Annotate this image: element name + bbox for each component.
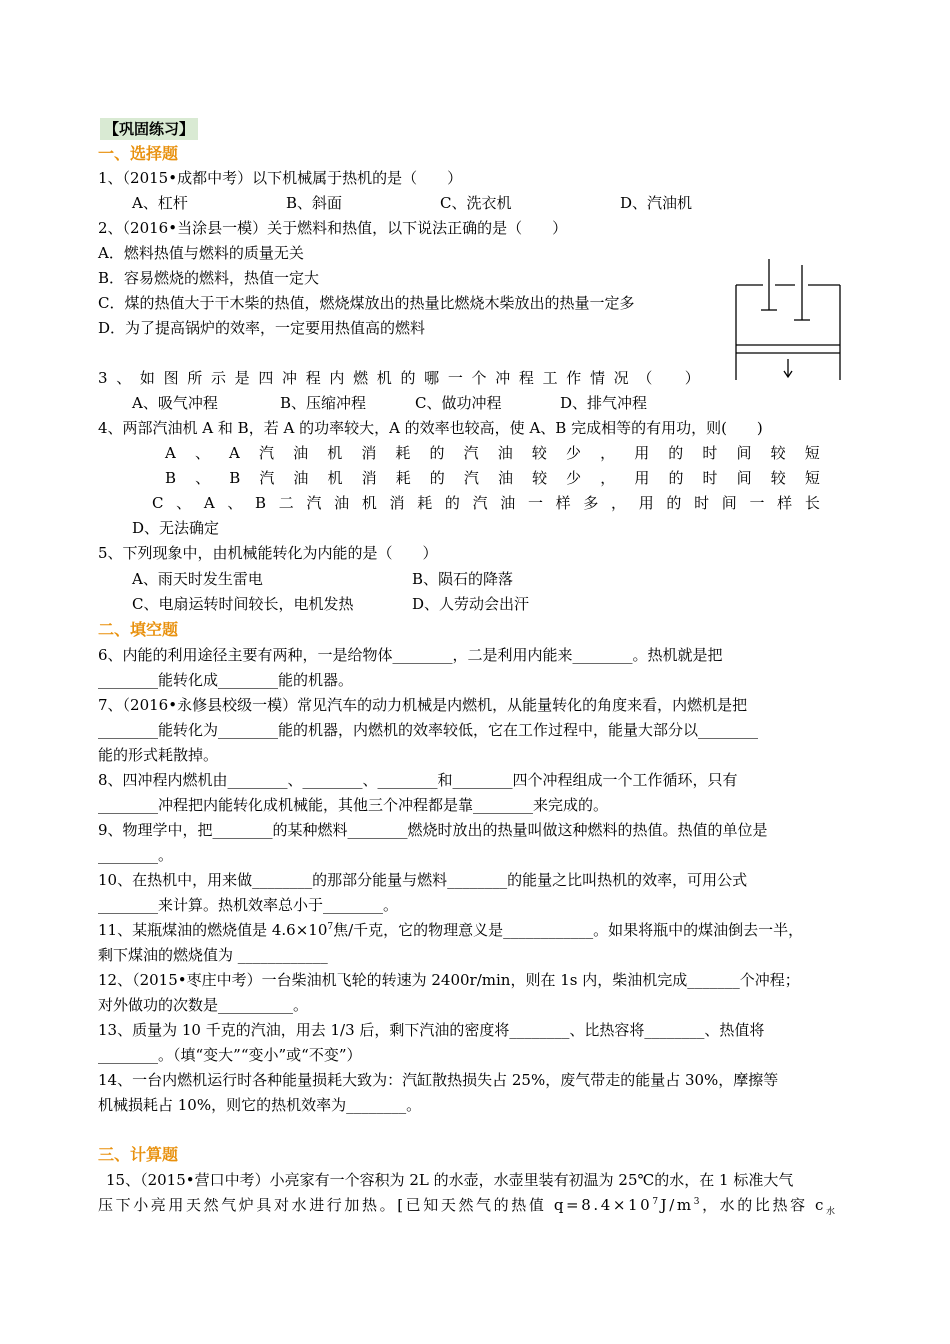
q4-option-b-char: 汽	[463, 469, 479, 487]
q4-option-c-char: 一	[527, 494, 543, 512]
q4-option-a-char: 少	[565, 444, 581, 462]
q4-option-a	[165, 443, 820, 463]
q1-option-c: C、洗衣机	[440, 194, 512, 212]
q4-option-d: D、无法确定	[132, 519, 220, 537]
q4-option-a-char: 较	[531, 444, 547, 462]
q3-stem-char: 如	[139, 369, 155, 387]
q3-stem-char: 程	[518, 369, 534, 387]
q4-option-a-char: ，	[600, 444, 616, 462]
q4-option-c-char: 油	[334, 494, 350, 512]
q4-option-b-char: B	[165, 469, 177, 487]
heading-calc: 三、计算题	[98, 1145, 179, 1164]
q4-option-b-char: 较	[770, 469, 786, 487]
q4-option-b-char: 耗	[395, 469, 411, 487]
q4-option-a-char: 油	[293, 444, 309, 462]
q4-option-b-char: 时	[702, 469, 718, 487]
q4-option-c-char: A	[203, 494, 215, 512]
q4-option-c-char: 间	[721, 494, 737, 512]
q4-option-b-char: 用	[634, 469, 650, 487]
q4-option-c-char: C	[152, 494, 164, 512]
q3-stem-char: 情	[589, 369, 605, 387]
q3-stem-char: 所	[187, 369, 203, 387]
q4-option-a-char: 短	[804, 444, 820, 462]
q3-option-c: C、做功冲程	[415, 394, 502, 412]
q4-option-c-char: 的	[444, 494, 460, 512]
q4-option-a-char: 耗	[395, 444, 411, 462]
q4-option-a-char: 、	[194, 444, 210, 462]
q8-line-1: 8、四冲程内燃机由________、________、________和________四个冲程组成一个工作循环，只有	[98, 771, 738, 789]
q4-option-c-char: 的	[666, 494, 682, 512]
q4-option-a-char: 汽	[258, 444, 274, 462]
q2-stem: 2、（2016•当涂县一模）关于燃料和热值，以下说法正确的是（ ）	[98, 219, 568, 237]
q4-option-a-char: 消	[361, 444, 377, 462]
q7-line-1: 7、（2016•永修县校级一模）常见汽车的动力机械是内燃机，从能量转化的角度来看，内燃机是把	[98, 696, 748, 714]
q4-option-a-char: 汽	[463, 444, 479, 462]
q9-line-1: 9、物理学中，把________的某种燃料________燃烧时放出的热量叫做这种燃料的热值。热值的单位是	[98, 821, 768, 839]
q3-stem-char: 作	[566, 369, 582, 387]
q13-line-2: ________。（填“变大”“变小”或“不变”）	[98, 1046, 362, 1064]
q3-stem-char: 内	[329, 369, 345, 387]
q12-line-2: 对外做功的次数是__________。	[98, 996, 309, 1014]
q5-option-d: D、人劳动会出汗	[412, 595, 530, 613]
q4-option-b-char: 机	[327, 469, 343, 487]
q3-stem-char: 哪	[424, 369, 440, 387]
q5-option-a: A、雨天时发生雷电	[132, 570, 263, 588]
q4-option-c-char: 多	[583, 494, 599, 512]
q4-option-c-char: 油	[500, 494, 516, 512]
q3-stem-char: 示	[210, 369, 226, 387]
q4-option-a-char: A	[229, 444, 240, 462]
q3-stem-char: 冲	[495, 369, 511, 387]
q4-option-c-char: 时	[694, 494, 710, 512]
q6-line-2: ________能转化成________能的机器。	[98, 671, 354, 689]
q3-stem-char: 个	[471, 369, 487, 387]
q4-option-c-char: 机	[361, 494, 377, 512]
q3-stem-char: 3	[98, 369, 108, 387]
q4-option-a-char: 机	[327, 444, 343, 462]
q3-stem-char: 一	[447, 369, 463, 387]
q15-line-1: 15、（2015•营口中考）小亮家有一个容积为 2L 的水壶，水壶里装有初温为 25℃的水，在 1 标准大气	[106, 1171, 794, 1189]
q4-option-b-char: 的	[668, 469, 684, 487]
q4-option-b-char: ，	[600, 469, 616, 487]
q4-option-a-char: 的	[668, 444, 684, 462]
q4-option-c-char: 样	[777, 494, 793, 512]
q10-line-1: 10、在热机中，用来做________的那部分能量与燃料________的能量之比叫热机的效率，可用公式	[98, 871, 748, 889]
q4-option-a-char: 时	[702, 444, 718, 462]
q4-option-b-char: 、	[195, 469, 211, 487]
q4-option-b-char: 的	[429, 469, 445, 487]
q4-option-b-char: 汽	[259, 469, 275, 487]
q4-option-a-char: A	[165, 444, 176, 462]
q4-option-b-char: 较	[532, 469, 548, 487]
q8-line-2: ________冲程把内能转化成机械能，其他三个冲程都是靠________来完成的。	[98, 796, 609, 814]
q3-option-b: B、压缩冲程	[280, 394, 367, 412]
q1-stem: 1、（2015•成都中考）以下机械属于热机的是（ ）	[98, 169, 463, 187]
q4-option-b-char: 少	[566, 469, 582, 487]
q3-stem-char: 、	[116, 369, 132, 387]
q7-line-3: 能的形式耗散掉。	[98, 746, 219, 764]
q11-line-2: 剩下煤油的燃烧值为 ____________	[98, 946, 328, 964]
q4-option-c-char: 耗	[417, 494, 433, 512]
q12-line-1: 12、（2015•枣庄中考）一台柴油机飞轮的转速为 2400r/min，则在 1s 内，柴油机完成_______个冲程；	[98, 971, 800, 989]
heading-fill: 二、填空题	[98, 620, 179, 639]
q4-option-c-char: 样	[555, 494, 571, 512]
q3-stem-char: 程	[305, 369, 321, 387]
q3-stem-char: 机	[376, 369, 392, 387]
q3-option-d: D、排气冲程	[560, 394, 648, 412]
q3-stem-char: 工	[542, 369, 558, 387]
q2-option-b: B．容易燃烧的燃料，热值一定大	[98, 269, 320, 287]
q4-option-a-char: 用	[634, 444, 650, 462]
q4-option-a-char: 间	[736, 444, 752, 462]
q3-stem-char: 燃	[353, 369, 369, 387]
q4-stem: 4、两部汽油机 A 和 B，若 A 的功率较大，A 的效率也较高，使 A、B 完成相等的有用功，则( )	[98, 419, 763, 437]
q1-option-d: D、汽油机	[620, 194, 693, 212]
q4-option-b-char: B	[229, 469, 241, 487]
q3-stem	[98, 368, 700, 388]
heading-choice: 一、选择题	[98, 144, 179, 163]
q4-option-c-char: 用	[638, 494, 654, 512]
q3-stem-char: 是	[234, 369, 250, 387]
q6-line-1: 6、内能的利用途径主要有两种，一是给物体________，二是利用内能来________。热机就是把	[98, 646, 723, 664]
q3-stem-char: 图	[163, 369, 179, 387]
q4-option-c-char: 汽	[472, 494, 488, 512]
q5-stem: 5、下列现象中，由机械能转化为内能的是（ ）	[98, 544, 438, 562]
q4-option-c-char: 长	[804, 494, 820, 512]
q14-line-1: 14、一台内燃机运行时各种能量损耗大致为：汽缸散热损失占 25%，废气带走的能量占 30%，摩擦等	[98, 1071, 779, 1089]
q4-option-c-char: 一	[749, 494, 765, 512]
q4-option-b-char: 油	[293, 469, 309, 487]
q3-option-a: A、吸气冲程	[132, 394, 218, 412]
q4-option-b-char: 短	[804, 469, 820, 487]
q4-option-c-char: 汽	[306, 494, 322, 512]
q3-stem-char: 冲	[282, 369, 298, 387]
q3-stem-char: 四	[258, 369, 274, 387]
q4-option-a-char: 较	[770, 444, 786, 462]
q15-line-2: 压下小亮用天然气炉具对水进行加热。[已知天然气的热值 $q=8.4\times 10^7J/m^3$，水的比热容 $c_水$	[98, 1196, 838, 1217]
q4-option-c-char: B	[255, 494, 267, 512]
q3-stem-char: 况	[613, 369, 629, 387]
q4-option-c-char: 、	[227, 494, 243, 512]
q3-stem-char	[661, 368, 676, 388]
q4-option-b	[165, 468, 820, 488]
q5-option-c: C、电扇运转时间较长，电机发热	[132, 595, 354, 613]
q4-option-a-char: 油	[497, 444, 513, 462]
q14-line-2: 机械损耗占 10%，则它的热机效率为________。	[98, 1096, 422, 1114]
q4-option-c-char: 、	[176, 494, 192, 512]
q2-option-d: D．为了提高锅炉的效率，一定要用热值高的燃料	[98, 319, 426, 337]
q4-option-b-char: 间	[736, 469, 752, 487]
q2-option-c: C．煤的热值大于干木柴的热值，燃烧煤放出的热量比燃烧木柴放出的热量一定多	[98, 294, 635, 312]
q7-line-2: ________能转化为________能的机器，内燃机的效率较低，它在工作过程中，能量大部分以________	[98, 721, 759, 739]
q4-option-c-char: 消	[389, 494, 405, 512]
q3-stem-char: 的	[400, 369, 416, 387]
q4-option-c-char: ，	[611, 494, 627, 512]
q5-option-b: B、陨石的降落	[412, 570, 514, 588]
q4-option-c-char: 二	[278, 494, 294, 512]
q3-stem-char: （	[637, 369, 653, 387]
q1-option-b: B、斜面	[286, 194, 343, 212]
q1-option-a: A、杠杆	[132, 194, 188, 212]
q11-line-1: 11、某瓶煤油的燃烧值是 $4.6\times 10^7$焦/千克，它的物理意义是____________。如果将瓶中的煤油倒去一半，	[98, 921, 804, 939]
section-label: 【巩固练习】	[100, 118, 198, 140]
q2-option-a: A．燃料热值与燃料的质量无关	[98, 244, 304, 262]
q3-stem-char: ）	[684, 369, 700, 387]
q4-option-c	[152, 493, 820, 513]
q13-line-1: 13、质量为 10 千克的汽油，用去 1/3 后，剩下汽油的密度将________、比热容将________、热值将	[98, 1021, 765, 1039]
q4-option-b-char: 油	[497, 469, 513, 487]
q10-line-2: ________来计算。热机效率总小于________。	[98, 896, 399, 914]
engine-diagram	[730, 255, 845, 385]
q4-option-a-char: 的	[429, 444, 445, 462]
q9-line-2: ________。	[98, 846, 174, 864]
q4-option-b-char: 消	[361, 469, 377, 487]
